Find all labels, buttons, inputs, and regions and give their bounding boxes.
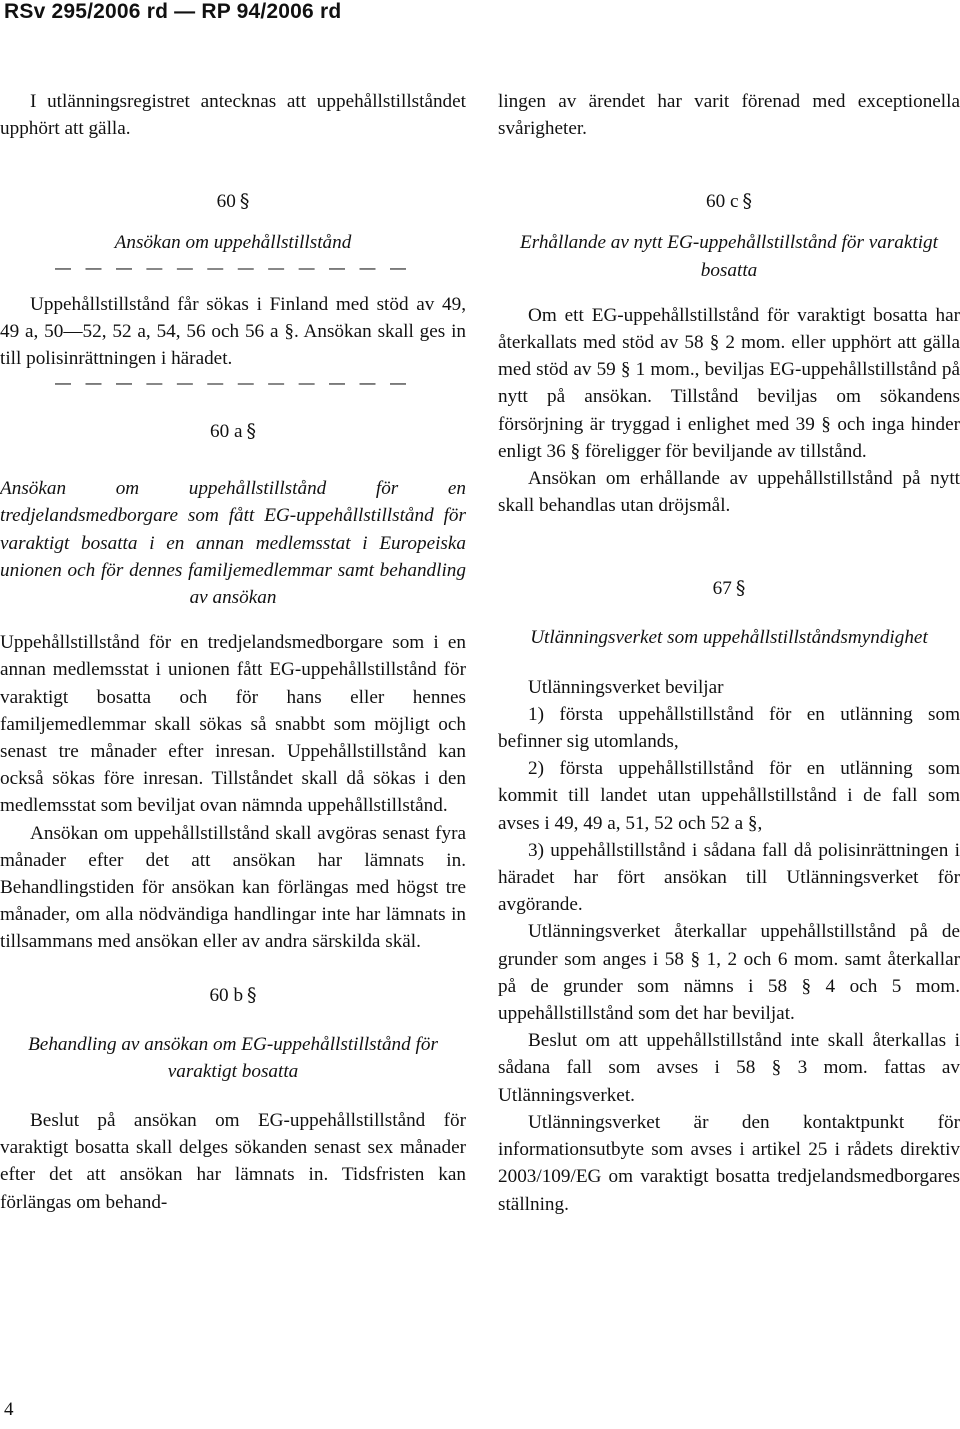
page-number: 4: [4, 1399, 14, 1420]
section-60a-paragraph-1: Uppehållstillstånd för en tredjelandsmedborgare som i en annan medlemsstat i unionen fått EG-uppehållstillstånd för varaktigt bosatta och för hans eller hennes familjemedlemmar skall sökas så snabbt som möjligt och senast tre månader efter inresan. Uppehållstillstånd kan också sökas före inresan. Tillståndet skall då sökas i den medlemsstat som beviljat ovan nämnda uppehållstillstånd.: [0, 632, 466, 817]
section-60-title: Ansökan om uppehållstillstånd: [114, 232, 352, 254]
section-60c-title: Erhållande av nytt EG-uppehållstillstånd för varaktigt bosatta: [519, 232, 938, 281]
section-number: 60 a: [209, 421, 243, 443]
section-60c-paragraph-2: Ansökan om erhållande av uppehållstillstånd på nytt skall behandlas utan dröjsmål.: [498, 468, 960, 517]
section-67-item-2: 2) första uppehållstillstånd för en utlänning som kommit till landet utan uppehållstillstånd i de fall som avses i 49, 49 a, 51, 52 och 52 a §,: [498, 758, 960, 834]
section-67-paragraph-1: Utlänningsverket återkallar uppehållstillstånd på de grunder som anges i 58 § 1, 2 och 6 mom. samt återkallar på de grunder som nämns i 58 § 4 och 5 mom. uppehållstillstånd som det har beviljat.: [498, 921, 960, 1025]
section-60b-heading: [0, 982, 466, 1009]
section-60-paragraph: Uppehållstillstånd får sökas i Finland med stöd av 49, 49 a, 50—52, 52 a, 54, 56 och 56 a §. Ansökan skall ges in till polisinrättningen i häradet.: [0, 293, 466, 370]
section-symbol: §: [735, 577, 746, 600]
section-number: 60 b: [209, 984, 244, 1006]
section-symbol: §: [246, 420, 256, 443]
section-60c-paragraph-1: Om ett EG-uppehållstillstånd för varaktigt bosatta har återkallats med stöd av 58 § 2 mom. eller upphört att gälla med stöd av 59 § 1 mom., beviljas EG-uppehållstillstånd på nytt på ansökan. Tillstånd beviljas om sökandens försörjning är tryggad i enlighet med 39 § och inga hinder enligt 36 § föreligger för beviljande av tillstånd.: [498, 304, 960, 462]
section-67-paragraph-3: Utlänningsverket är den kontaktpunkt för informationsutbyte som avses i artikel 25 i rådets direktiv 2003/109/EG om varaktigt bosatta tredjelandsmedborgares ställning.: [498, 1111, 960, 1215]
section-67-lead: Utlänningsverket beviljar: [528, 676, 724, 698]
omission-dashes: — — — — — — — — — — — —: [55, 259, 411, 277]
continued-paragraph: lingen av ärendet har varit förenad med exceptionella svårigheter.: [498, 91, 960, 140]
section-symbol: §: [247, 983, 257, 1006]
section-67-item-1: 1) första uppehållstillstånd för en utlänning som befinner sig utomlands,: [498, 703, 960, 753]
running-header: RSv 295/2006 rd — RP 94/2006 rd: [4, 0, 342, 23]
section-67-item-3: 3) uppehållstillstånd i sådana fall då polisinrättningen i häradet har fört ansökan till Utlänningsverket för avgörande.: [498, 839, 960, 916]
section-60a-paragraph-2: Ansökan om uppehållstillstånd skall avgöras senast fyra månader efter det att ansökan har lämnats in. Behandlingstiden för ansökan kan förlängas med högst tre månader, om alla nödvändiga handlingar inte har lämnats in tillsammans med ansökan eller av andra särskilda skäl.: [0, 822, 466, 953]
section-number: 67: [712, 578, 732, 600]
left-column: [0, 88, 466, 1216]
section-60c-heading: [498, 188, 960, 215]
section-symbol: §: [742, 190, 752, 213]
section-number: 60: [216, 191, 236, 213]
intro-paragraph: I utlänningsregistret antecknas att uppehållstillståndet upphört att gälla.: [0, 91, 466, 140]
section-67-paragraph-2: Beslut om att uppehållstillstånd inte skall återkallas i sådana fall som avses i 58 § 3 mom. fattas av Utlänningsverket.: [498, 1030, 960, 1106]
right-column: [498, 88, 960, 1218]
section-60b-title: Behandling av ansökan om EG-uppehållstillstånd för varaktigt bosatta: [28, 1033, 438, 1082]
section-60a-heading: [0, 418, 466, 445]
section-60b-paragraph: Beslut på ansökan om EG-uppehållstillstånd för varaktigt bosatta skall delges sökanden senast sex månader efter det att ansökan har lämnats in. Tidsfristen kan förlängas om behand-: [0, 1110, 466, 1213]
section-67-title: Utlänningsverket som uppehållstillståndsmyndighet: [530, 627, 928, 649]
section-67-heading: [498, 575, 960, 602]
section-60-heading: [0, 188, 466, 215]
section-60a-title: Ansökan om uppehållstillstånd för en tredjelandsmedborgare som fått EG-uppehållstillstånd för varaktigt bosatta i en annan medlemsstat i Europeiska unionen och för dennes familjemedlemmar samt behandling av ansökan: [0, 478, 466, 609]
section-symbol: §: [239, 190, 250, 213]
section-number: 60 c: [705, 191, 739, 213]
omission-dashes: — — — — — — — — — — — —: [55, 375, 411, 393]
